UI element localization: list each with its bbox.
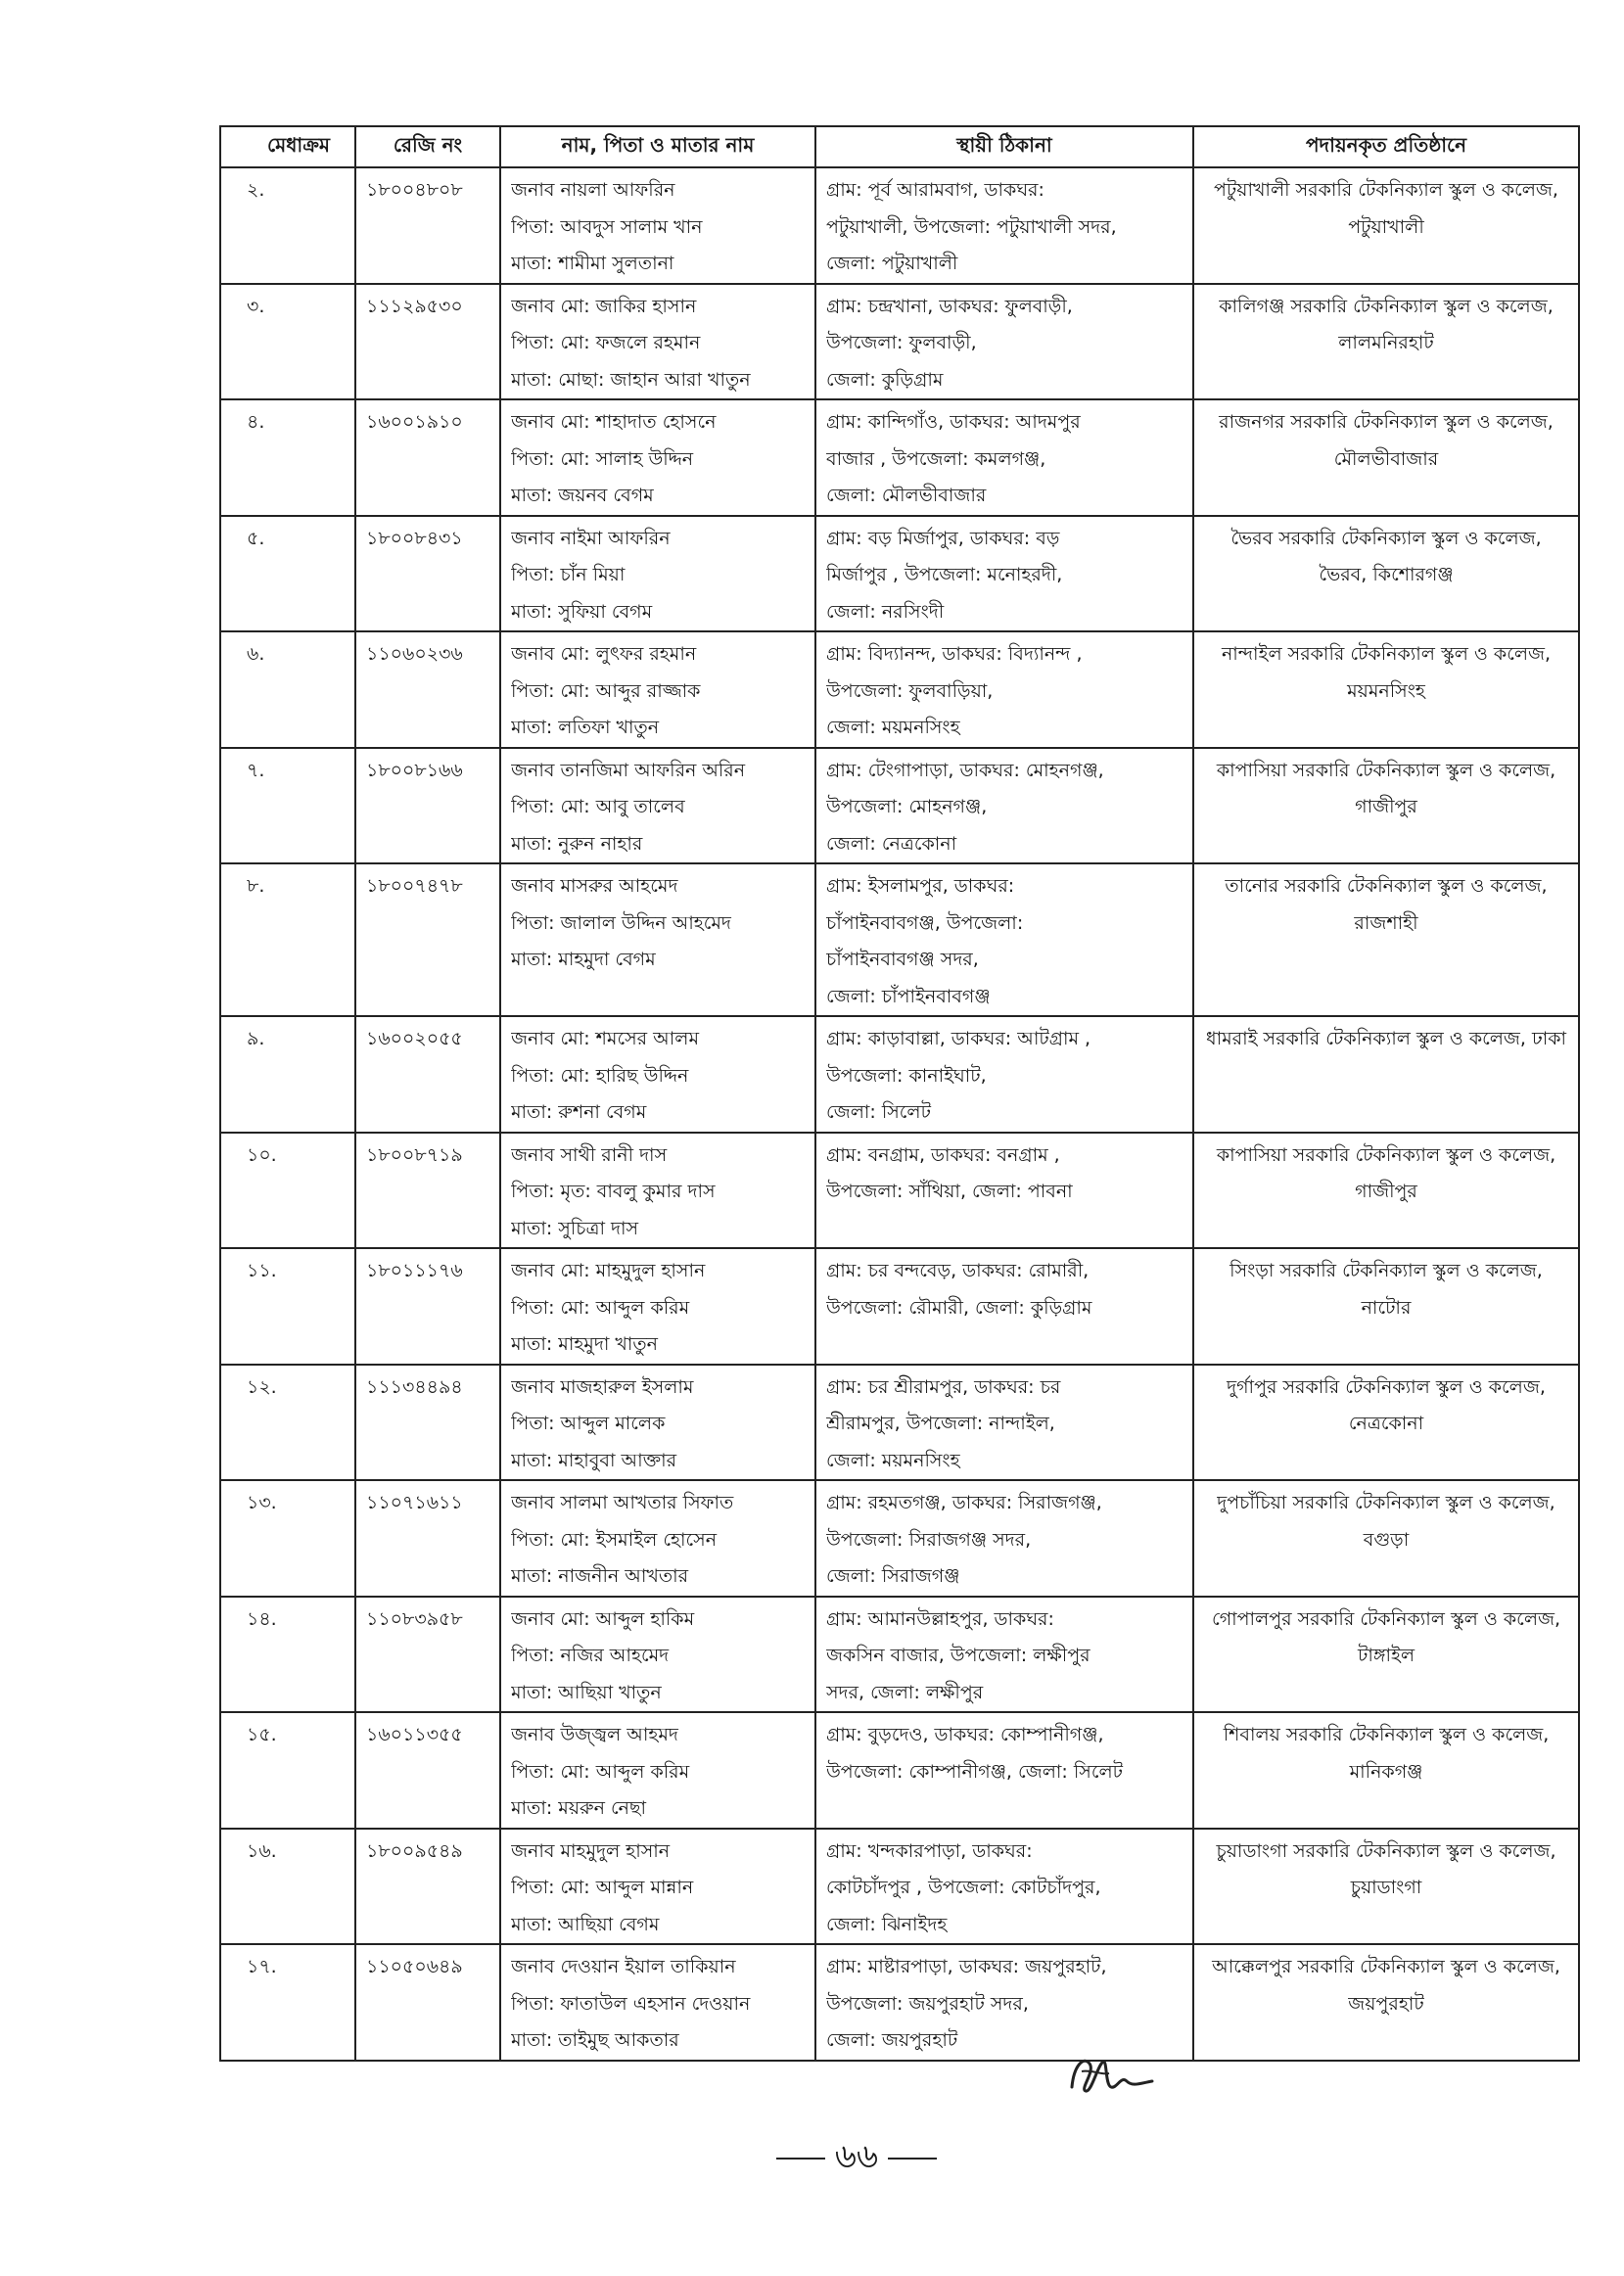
- candidate-name: জনাব সালমা আখতার সিফাত: [511, 1492, 734, 1513]
- institution-name: ভৈরব সরকারি টেকনিক্যাল স্কুল ও কলেজ, ভৈরব, কিশোরগঞ্জ: [1230, 527, 1542, 585]
- reg-number: ১১১২৯৫৩০: [366, 295, 463, 317]
- institution-name: নান্দাইল সরকারি টেকনিক্যাল স্কুল ও কলেজ, ময়মনসিংহ: [1221, 643, 1552, 702]
- page-number: [754, 2134, 959, 2183]
- candidate-name: জনাব মো: শমসের আলম: [511, 1028, 700, 1049]
- address-line: জেলা: ময়মনসিংহ: [826, 1449, 960, 1471]
- table-row: [220, 1712, 1579, 1829]
- cell-name: [500, 748, 815, 864]
- cell-name: [500, 516, 815, 632]
- cell-address: [815, 631, 1193, 748]
- serial-number: ১৩.: [247, 1492, 277, 1513]
- address-line: জেলা: চাঁপাইনবাবগঞ্জ: [826, 985, 991, 1007]
- father-name: পিতা: মো: সালাহ উদ্দিন: [511, 447, 694, 470]
- address-line: গ্রাম: খন্দকারপাড়া, ডাকঘর:: [826, 1839, 1033, 1862]
- candidate-name: জনাব দেওয়ান ইয়াল তাকিয়ান: [511, 1956, 736, 1977]
- table-row: [220, 1248, 1579, 1365]
- cell-address: [815, 748, 1193, 864]
- mother-name: মাতা: নাজনীন আখতার: [511, 1565, 689, 1587]
- cell-address: [815, 1248, 1193, 1365]
- page-number-value: ৬৬: [834, 2136, 879, 2176]
- father-name: পিতা: মো: আবু তালেব: [511, 796, 685, 817]
- address-line: উপজেলা: মোহনগঞ্জ,: [826, 796, 988, 817]
- cell-institution: [1193, 1712, 1579, 1829]
- cell-serial: [220, 748, 355, 864]
- serial-number: ৯.: [247, 1028, 265, 1049]
- address-line: গ্রাম: বড় মির্জাপুর, ডাকঘর: বড়: [826, 527, 1060, 549]
- cell-reg-no: [355, 516, 500, 632]
- table-row: [220, 1944, 1579, 2061]
- address-line: গ্রাম: আমানউল্লাহপুর, ডাকঘর:: [826, 1607, 1054, 1630]
- header-address: স্থায়ী ঠিকানা: [815, 126, 1193, 167]
- cell-serial: [220, 1712, 355, 1829]
- reg-number: ১৮০০৮৪৩১: [366, 527, 463, 549]
- address-line: চাঁপাইনবাবগঞ্জ, উপজেলা:: [826, 911, 1024, 934]
- signature: [1062, 2046, 1160, 2105]
- reg-number: ১৮০০৯৫৪৯: [366, 1839, 463, 1862]
- reg-number: ১৮০১১১৭৬: [366, 1260, 463, 1281]
- address-line: চাঁপাইনবাবগঞ্জ সদর,: [826, 949, 979, 970]
- header-reg-no: রেজি নং: [355, 126, 500, 167]
- table-row: [220, 399, 1579, 516]
- cell-reg-no: [355, 167, 500, 284]
- table-row: [220, 516, 1579, 632]
- institution-name: সিংড়া সরকারি টেকনিক্যাল স্কুল ও কলেজ, নাটোর: [1230, 1260, 1543, 1319]
- father-name: পিতা: মো: ইসমাইল হোসেন: [511, 1528, 718, 1551]
- address-line: জেলা: ময়মনসিংহ: [826, 717, 960, 738]
- cell-reg-no: [355, 748, 500, 864]
- table-body: [220, 167, 1579, 2061]
- mother-name: মাতা: আছিয়া খাতুন: [511, 1681, 662, 1703]
- institution-name: রাজনগর সরকারি টেকনিক্যাল স্কুল ও কলেজ, মৌলভীবাজার: [1219, 411, 1554, 470]
- address-line: জকসিন বাজার, উপজেলা: লক্ষীপুর: [826, 1645, 1090, 1666]
- cell-institution: [1193, 1944, 1579, 2061]
- cell-serial: [220, 1944, 355, 2061]
- table-row: [220, 748, 1579, 864]
- cell-reg-no: [355, 631, 500, 748]
- mother-name: মাতা: লতিফা খাতুন: [511, 717, 660, 738]
- serial-number: ১৭.: [247, 1956, 277, 1977]
- cell-institution: [1193, 631, 1579, 748]
- serial-number: ১৪.: [247, 1607, 277, 1630]
- mother-name: মাতা: জয়নব বেগম: [511, 485, 654, 506]
- father-name: পিতা: মো: আব্দুল মান্নান: [511, 1877, 694, 1898]
- cell-name: [500, 399, 815, 516]
- table-row: [220, 1133, 1579, 1249]
- institution-name: চুয়াডাংগা সরকারি টেকনিক্যাল স্কুল ও কলেজ, চুয়াডাংগা: [1216, 1839, 1556, 1898]
- cell-reg-no: [355, 399, 500, 516]
- cell-institution: [1193, 748, 1579, 864]
- cell-address: [815, 516, 1193, 632]
- cell-serial: [220, 1829, 355, 1945]
- serial-number: ১২.: [247, 1375, 277, 1398]
- cell-institution: [1193, 167, 1579, 284]
- cell-reg-no: [355, 1480, 500, 1597]
- mother-name: মাতা: মাহমুদা বেগম: [511, 949, 656, 970]
- reg-number: ১৬০১১৩৫৫: [366, 1724, 463, 1745]
- cell-serial: [220, 1248, 355, 1365]
- address-line: উপজেলা: কোম্পানীগঞ্জ, জেলা: সিলেট: [826, 1760, 1123, 1783]
- address-line: উপজেলা: সাঁথিয়া, জেলা: পাবনা: [826, 1181, 1073, 1202]
- cell-serial: [220, 863, 355, 1016]
- address-line: জেলা: সিরাজগঞ্জ: [826, 1565, 960, 1587]
- candidate-name: জনাব মো: আব্দুল হাকিম: [511, 1607, 695, 1630]
- serial-number: ১৫.: [247, 1724, 277, 1745]
- candidate-name: জনাব মো: শাহাদাত হোসনে: [511, 411, 717, 433]
- mother-name: মাতা: শামীমা সুলতানা: [511, 253, 674, 274]
- institution-name: কাপাসিয়া সরকারি টেকনিক্যাল স্কুল ও কলেজ, গাজীপুর: [1216, 759, 1556, 817]
- serial-number: ৫.: [247, 527, 265, 549]
- father-name: পিতা: আব্দুল মালেক: [511, 1413, 666, 1434]
- institution-name: কাপাসিয়া সরকারি টেকনিক্যাল স্কুল ও কলেজ, গাজীপুর: [1216, 1143, 1556, 1202]
- cell-institution: [1193, 399, 1579, 516]
- cell-name: [500, 1480, 815, 1597]
- cell-address: [815, 1944, 1193, 2061]
- address-line: কোটচাঁদপুর , উপজেলা: কোটচাঁদপুর,: [826, 1877, 1101, 1898]
- cell-reg-no: [355, 1365, 500, 1481]
- serial-number: ৪.: [247, 411, 265, 433]
- reg-number: ১৮০০৮১৬৬: [366, 759, 463, 781]
- mother-name: মাতা: মাহমুদা খাতুন: [511, 1333, 658, 1355]
- cell-name: [500, 1712, 815, 1829]
- candidate-name: জনাব সাথী রানী দাস: [511, 1143, 668, 1166]
- cell-reg-no: [355, 1597, 500, 1713]
- address-line: গ্রাম: কাড়াবাল্লা, ডাকঘর: আটগ্রাম ,: [826, 1028, 1091, 1049]
- address-line: উপজেলা: রৌমারী, জেলা: কুড়িগ্রাম: [826, 1296, 1092, 1319]
- father-name: পিতা: জালাল উদ্দিন আহমেদ: [511, 911, 731, 934]
- address-line: গ্রাম: পূর্ব আরামবাগ, ডাকঘর:: [826, 179, 1044, 201]
- cell-address: [815, 167, 1193, 284]
- cell-reg-no: [355, 1248, 500, 1365]
- address-line: গ্রাম: বনগ্রাম, ডাকঘর: বনগ্রাম ,: [826, 1143, 1060, 1166]
- address-line: গ্রাম: বিদ্যানন্দ, ডাকঘর: বিদ্যানন্দ ,: [826, 643, 1083, 665]
- reg-number: ১১০৫০৬৪৯: [366, 1956, 463, 1977]
- cell-institution: [1193, 1248, 1579, 1365]
- cell-name: [500, 1365, 815, 1481]
- header-serial: মেধাক্রম: [220, 126, 355, 167]
- father-name: পিতা: নজির আহমেদ: [511, 1645, 670, 1666]
- cell-serial: [220, 284, 355, 400]
- father-name: পিতা: মো: আব্দুর রাজ্জাক: [511, 679, 701, 702]
- cell-name: [500, 1944, 815, 2061]
- cell-name: [500, 1248, 815, 1365]
- cell-serial: [220, 399, 355, 516]
- table-row: [220, 631, 1579, 748]
- address-line: উপজেলা: ফুলবাড়িয়া,: [826, 679, 994, 702]
- cell-institution: [1193, 1016, 1579, 1133]
- cell-address: [815, 1597, 1193, 1713]
- cell-reg-no: [355, 1016, 500, 1133]
- cell-serial: [220, 1365, 355, 1481]
- address-line: জেলা: জয়পুরহাট: [826, 2029, 958, 2051]
- cell-institution: [1193, 863, 1579, 1016]
- father-name: পিতা: মো: হারিছ উদ্দিন: [511, 1064, 689, 1087]
- address-line: উপজেলা: ফুলবাড়ী,: [826, 332, 977, 353]
- cell-serial: [220, 1597, 355, 1713]
- serial-number: ৩.: [247, 295, 265, 317]
- cell-name: [500, 863, 815, 1016]
- cell-reg-no: [355, 1712, 500, 1829]
- table-row: [220, 863, 1579, 1016]
- table-row: [220, 1597, 1579, 1713]
- institution-name: গোপালপুর সরকারি টেকনিক্যাল স্কুল ও কলেজ, টাঙ্গাইল: [1211, 1607, 1561, 1666]
- reg-number: ১১০৬০২৩৬: [366, 643, 463, 665]
- serial-number: ১০.: [247, 1143, 277, 1166]
- address-line: জেলা: নরসিংদী: [826, 600, 945, 623]
- cell-institution: [1193, 1597, 1579, 1713]
- table-row: [220, 1829, 1579, 1945]
- institution-name: তানোর সরকারি টেকনিক্যাল স্কুল ও কলেজ, রাজশাহী: [1225, 875, 1548, 934]
- reg-number: ১৬০০১৯১০: [366, 411, 463, 433]
- cell-address: [815, 1480, 1193, 1597]
- cell-serial: [220, 1133, 355, 1249]
- table-row: [220, 284, 1579, 400]
- cell-address: [815, 399, 1193, 516]
- mother-name: মাতা: ময়রুন নেছা: [511, 1797, 647, 1819]
- serial-number: ৬.: [247, 643, 265, 665]
- cell-institution: [1193, 1365, 1579, 1481]
- cell-serial: [220, 516, 355, 632]
- mother-name: মাতা: সুচিত্রা দাস: [511, 1217, 639, 1239]
- mother-name: মাতা: মোছা: জাহান আরা খাতুন: [511, 368, 751, 391]
- cell-address: [815, 863, 1193, 1016]
- candidate-name: জনাব উজ্জ্বল আহমদ: [511, 1724, 678, 1745]
- serial-number: ২.: [247, 179, 265, 201]
- address-line: গ্রাম: মাষ্টারপাড়া, ডাকঘর: জয়পুরহাট,: [826, 1956, 1107, 1977]
- cell-name: [500, 631, 815, 748]
- cell-serial: [220, 167, 355, 284]
- cell-reg-no: [355, 1944, 500, 2061]
- header-institution: পদায়নকৃত প্রতিষ্ঠানে: [1193, 126, 1579, 167]
- cell-serial: [220, 631, 355, 748]
- reg-number: ১১০৭১৬১১: [366, 1492, 463, 1513]
- address-line: পটুয়াখালী, উপজেলা: পটুয়াখালী সদর,: [826, 215, 1117, 238]
- father-name: পিতা: মৃত: বাবলু কুমার দাস: [511, 1181, 716, 1202]
- father-name: পিতা: ফাতাউল এহসান দেওয়ান: [511, 1992, 751, 2015]
- cell-address: [815, 1133, 1193, 1249]
- cell-institution: [1193, 284, 1579, 400]
- header-name: নাম, পিতা ও মাতার নাম: [500, 126, 815, 167]
- mother-name: মাতা: তাইমুছ আকতার: [511, 2029, 679, 2051]
- mother-name: মাতা: মাহাবুবা আক্তার: [511, 1449, 677, 1471]
- reg-number: ১১১৩৪৪৯৪: [366, 1375, 463, 1398]
- serial-number: ১১.: [247, 1260, 277, 1281]
- institution-name: শিবালয় সরকারি টেকনিক্যাল স্কুল ও কলেজ, মানিকগঞ্জ: [1223, 1724, 1550, 1783]
- table-row: [220, 1016, 1579, 1133]
- address-line: জেলা: ঝিনাইদহ: [826, 1913, 948, 1935]
- mother-name: মাতা: নুরুন নাহার: [511, 832, 643, 855]
- reg-number: ১৮০০৮৭১৯: [366, 1143, 463, 1166]
- address-line: সদর, জেলা: লক্ষীপুর: [826, 1681, 984, 1703]
- cell-institution: [1193, 1480, 1579, 1597]
- father-name: পিতা: মো: আব্দুল করিম: [511, 1296, 690, 1319]
- table-row: [220, 1365, 1579, 1481]
- cell-institution: [1193, 516, 1579, 632]
- address-line: গ্রাম: চর বন্দবেড়, ডাকঘর: রোমারী,: [826, 1260, 1090, 1281]
- page-number-dash-right: [888, 2158, 937, 2160]
- mother-name: মাতা: রুশনা বেগম: [511, 1101, 647, 1123]
- address-line: জেলা: নেত্রকোনা: [826, 832, 957, 855]
- cell-reg-no: [355, 863, 500, 1016]
- cell-address: [815, 1365, 1193, 1481]
- candidate-name: জনাব তানজিমা আফরিন অরিন: [511, 759, 746, 781]
- address-line: গ্রাম: চন্দ্রখানা, ডাকঘর: ফুলবাড়ী,: [826, 295, 1073, 317]
- cell-name: [500, 1597, 815, 1713]
- mother-name: মাতা: আছিয়া বেগম: [511, 1913, 660, 1935]
- institution-name: কালিগঞ্জ সরকারি টেকনিক্যাল স্কুল ও কলেজ, লালমনিরহাট: [1219, 295, 1554, 353]
- cell-name: [500, 284, 815, 400]
- cell-name: [500, 1829, 815, 1945]
- address-line: উপজেলা: কানাইঘাট,: [826, 1064, 987, 1087]
- cell-name: [500, 1133, 815, 1249]
- address-line: গ্রাম: টেংগাপাড়া, ডাকঘর: মোহনগঞ্জ,: [826, 759, 1104, 781]
- reg-number: ১৬০০২০৫৫: [366, 1028, 463, 1049]
- address-line: শ্রীরামপুর, উপজেলা: নান্দাইল,: [826, 1413, 1055, 1434]
- candidate-name: জনাব মাজহারুল ইসলাম: [511, 1375, 694, 1398]
- serial-number: ৭.: [247, 759, 265, 781]
- address-line: জেলা: মৌলভীবাজার: [826, 485, 987, 506]
- page-number-dash-left: [776, 2158, 825, 2160]
- father-name: পিতা: মো: আব্দুল করিম: [511, 1760, 690, 1783]
- assignment-table: [219, 125, 1580, 2062]
- address-line: জেলা: সিলেট: [826, 1101, 931, 1123]
- reg-number: ১৮০০৭৪৭৮: [366, 875, 463, 897]
- table-row: [220, 1480, 1579, 1597]
- candidate-name: জনাব মাহমুদুল হাসান: [511, 1839, 671, 1862]
- address-line: গ্রাম: ইসলামপুর, ডাকঘর:: [826, 875, 1015, 897]
- institution-name: দুপচাঁচিয়া সরকারি টেকনিক্যাল স্কুল ও কলেজ, বগুড়া: [1217, 1492, 1555, 1551]
- institution-name: ধামরাই সরকারি টেকনিক্যাল স্কুল ও কলেজ, ঢাকা: [1205, 1028, 1567, 1049]
- cell-serial: [220, 1480, 355, 1597]
- reg-number: ১৮০০৪৮০৮: [366, 179, 463, 201]
- candidate-name: জনাব মো: মাহমুদুল হাসান: [511, 1260, 706, 1281]
- cell-reg-no: [355, 1133, 500, 1249]
- cell-name: [500, 167, 815, 284]
- mother-name: মাতা: সুফিয়া বেগম: [511, 600, 653, 623]
- father-name: পিতা: আবদুস সালাম খান: [511, 215, 703, 238]
- serial-number: ৮.: [247, 875, 265, 897]
- cell-reg-no: [355, 284, 500, 400]
- cell-serial: [220, 1016, 355, 1133]
- address-line: জেলা: পটুয়াখালী: [826, 253, 958, 274]
- father-name: পিতা: মো: ফজলে রহমান: [511, 332, 701, 353]
- cell-reg-no: [355, 1829, 500, 1945]
- address-line: গ্রাম: বুড়দেও, ডাকঘর: কোম্পানীগঞ্জ,: [826, 1724, 1104, 1745]
- father-name: পিতা: চাঁন মিয়া: [511, 564, 626, 585]
- address-line: মির্জাপুর , উপজেলা: মনোহরদী,: [826, 564, 1063, 585]
- cell-institution: [1193, 1829, 1579, 1945]
- cell-address: [815, 1712, 1193, 1829]
- address-line: জেলা: কুড়িগ্রাম: [826, 368, 944, 391]
- address-line: উপজেলা: জয়পুরহাট সদর,: [826, 1992, 1029, 2015]
- cell-name: [500, 1016, 815, 1133]
- address-line: উপজেলা: সিরাজগঞ্জ সদর,: [826, 1528, 1032, 1551]
- candidate-name: জনাব নায়লা আফরিন: [511, 179, 675, 201]
- institution-name: আক্কেলপুর সরকারি টেকনিক্যাল স্কুল ও কলেজ, জয়পুরহাট: [1212, 1956, 1560, 2015]
- candidate-name: জনাব মাসরুর আহমেদ: [511, 875, 678, 897]
- address-line: বাজার , উপজেলা: কমলগঞ্জ,: [826, 447, 1046, 470]
- cell-address: [815, 1016, 1193, 1133]
- address-line: গ্রাম: চর শ্রীরামপুর, ডাকঘর: চর: [826, 1375, 1061, 1398]
- institution-name: পটুয়াখালী সরকারি টেকনিক্যাল স্কুল ও কলেজ, পটুয়াখালী: [1214, 179, 1558, 238]
- institution-name: দুর্গাপুর সরকারি টেকনিক্যাল স্কুল ও কলেজ, নেত্রকোনা: [1227, 1375, 1546, 1434]
- cell-address: [815, 284, 1193, 400]
- address-line: গ্রাম: কান্দিগাঁও, ডাকঘর: আদমপুর: [826, 411, 1081, 433]
- address-line: গ্রাম: রহমতগঞ্জ, ডাকঘর: সিরাজগঞ্জ,: [826, 1492, 1102, 1513]
- table-header-row: [220, 126, 1579, 167]
- cell-address: [815, 1829, 1193, 1945]
- serial-number: ১৬.: [247, 1839, 277, 1862]
- candidate-name: জনাব মো: লুৎফর রহমান: [511, 643, 697, 665]
- candidate-name: জনাব মো: জাকির হাসান: [511, 295, 697, 317]
- reg-number: ১১০৮৩৯৫৮: [366, 1607, 463, 1630]
- table-row: [220, 167, 1579, 284]
- cell-institution: [1193, 1133, 1579, 1249]
- candidate-name: জনাব নাইমা আফরিন: [511, 527, 671, 549]
